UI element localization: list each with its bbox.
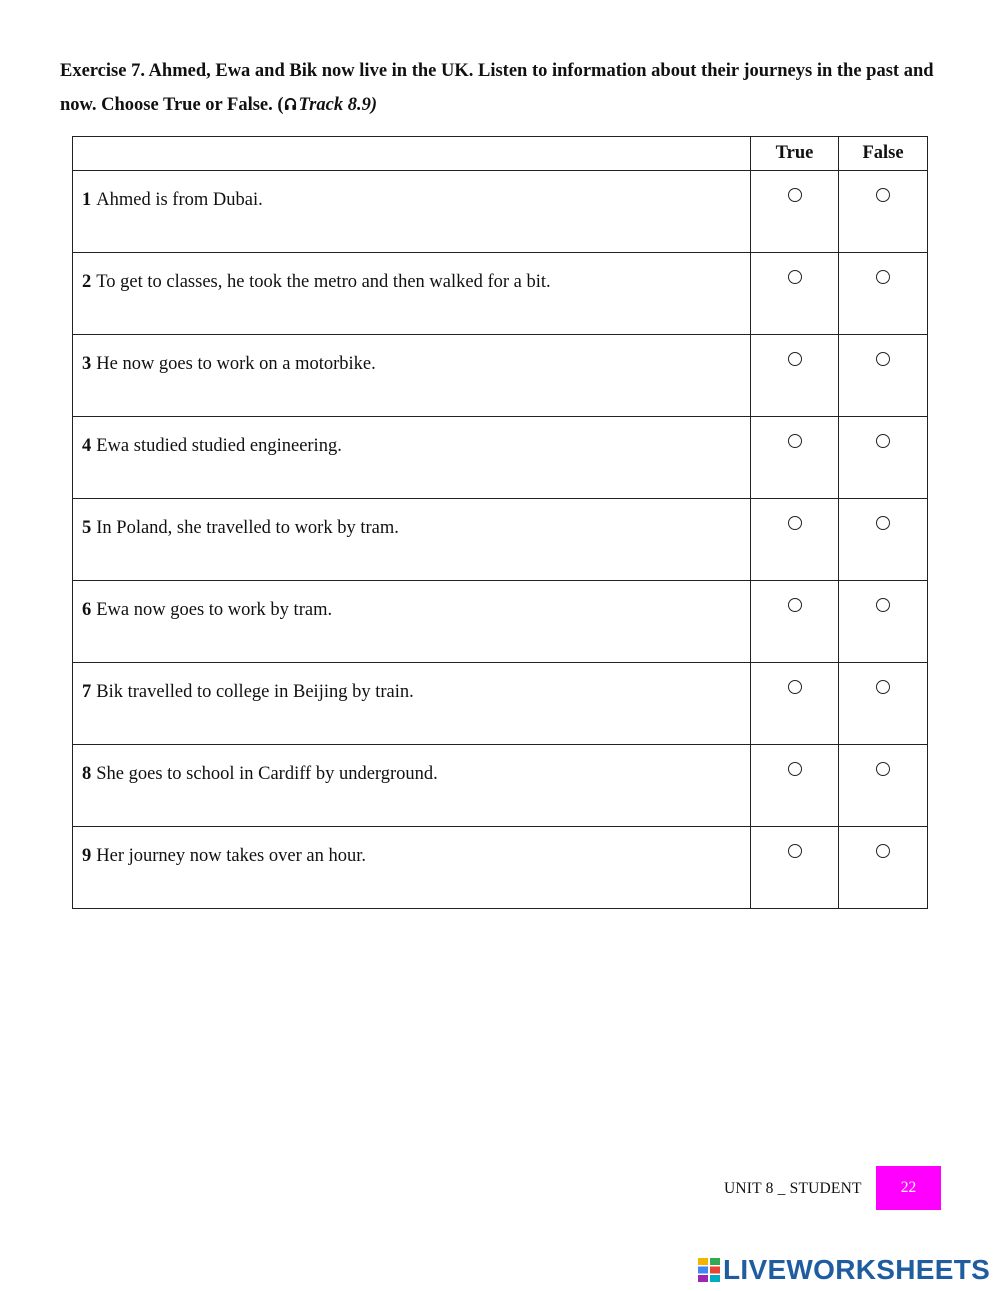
false-radio[interactable]	[876, 270, 890, 284]
table-row	[73, 745, 928, 827]
true-radio[interactable]	[788, 516, 802, 530]
false-cell	[839, 581, 928, 663]
false-cell	[839, 499, 928, 581]
table-row	[73, 499, 928, 581]
table-row	[73, 171, 928, 253]
statement-cell	[73, 827, 751, 909]
statement-number: 1	[82, 190, 92, 210]
statement-cell	[73, 499, 751, 581]
statement-number: 7	[82, 682, 92, 702]
table-row	[73, 663, 928, 745]
false-cell	[839, 171, 928, 253]
true-cell	[751, 417, 839, 499]
statement-text: Ewa now goes to work by tram.	[96, 600, 333, 620]
statement-text: Ahmed is from Dubai.	[96, 190, 263, 210]
statement-number: 6	[82, 600, 92, 620]
statement-number: 8	[82, 764, 92, 784]
true-radio[interactable]	[788, 352, 802, 366]
false-cell	[839, 417, 928, 499]
false-cell	[839, 335, 928, 417]
table-row	[73, 417, 928, 499]
statement-text: Bik travelled to college in Beijing by train.	[96, 682, 414, 702]
true-radio[interactable]	[788, 188, 802, 202]
statement-number: 4	[82, 436, 92, 456]
statement-text: Ewa studied studied engineering.	[96, 436, 342, 456]
liveworksheets-brand	[698, 1254, 990, 1286]
false-radio[interactable]	[876, 598, 890, 612]
statement-cell	[73, 335, 751, 417]
false-cell	[839, 663, 928, 745]
statement-number: 2	[82, 272, 92, 292]
true-cell	[751, 663, 839, 745]
false-cell	[839, 253, 928, 335]
statement-cell	[73, 417, 751, 499]
true-radio[interactable]	[788, 844, 802, 858]
true-cell	[751, 171, 839, 253]
true-radio[interactable]	[788, 762, 802, 776]
true-cell	[751, 335, 839, 417]
statement-number: 5	[82, 518, 92, 538]
true-radio[interactable]	[788, 680, 802, 694]
page-number-badge: 22	[876, 1166, 941, 1210]
false-radio[interactable]	[876, 434, 890, 448]
exercise-instructions	[60, 54, 940, 122]
statement-cell	[73, 253, 751, 335]
true-cell	[751, 745, 839, 827]
statement-text: To get to classes, he took the metro and then walked for a bit.	[96, 272, 551, 292]
liveworksheets-logo-icon	[698, 1258, 720, 1282]
true-cell	[751, 253, 839, 335]
false-radio[interactable]	[876, 680, 890, 694]
statement-header	[73, 137, 751, 171]
statement-text: She goes to school in Cardiff by underground.	[96, 764, 438, 784]
false-radio[interactable]	[876, 352, 890, 366]
statement-number: 9	[82, 846, 92, 866]
true-radio[interactable]	[788, 270, 802, 284]
false-radio[interactable]	[876, 516, 890, 530]
true-header: True	[751, 137, 839, 171]
track-reference: Track 8.9)	[298, 95, 377, 115]
statement-cell	[73, 663, 751, 745]
statement-cell	[73, 745, 751, 827]
false-radio[interactable]	[876, 188, 890, 202]
true-cell	[751, 499, 839, 581]
table-row	[73, 827, 928, 909]
false-radio[interactable]	[876, 844, 890, 858]
statement-text: He now goes to work on a motorbike.	[96, 354, 376, 374]
false-cell	[839, 827, 928, 909]
table-header-row	[73, 137, 928, 171]
statement-number: 3	[82, 354, 92, 374]
brand-name: LIVEWORKSHEETS	[723, 1254, 991, 1285]
table-row	[73, 253, 928, 335]
false-header: False	[839, 137, 928, 171]
table-row	[73, 335, 928, 417]
statement-cell	[73, 171, 751, 253]
instructions-text: Exercise 7. Ahmed, Ewa and Bik now live in the UK. Listen to information about their journeys in the past and now. Choose True or False. (	[60, 61, 934, 115]
true-cell	[751, 827, 839, 909]
statement-text: Her journey now takes over an hour.	[96, 846, 366, 866]
headphone-icon	[284, 97, 297, 111]
true-radio[interactable]	[788, 598, 802, 612]
true-radio[interactable]	[788, 434, 802, 448]
false-radio[interactable]	[876, 762, 890, 776]
false-cell	[839, 745, 928, 827]
true-false-table	[72, 136, 928, 909]
statement-cell	[73, 581, 751, 663]
true-cell	[751, 581, 839, 663]
table-row	[73, 581, 928, 663]
footer-unit-label: UNIT 8 _ STUDENT	[724, 1180, 862, 1197]
statement-text: In Poland, she travelled to work by tram.	[96, 518, 399, 538]
